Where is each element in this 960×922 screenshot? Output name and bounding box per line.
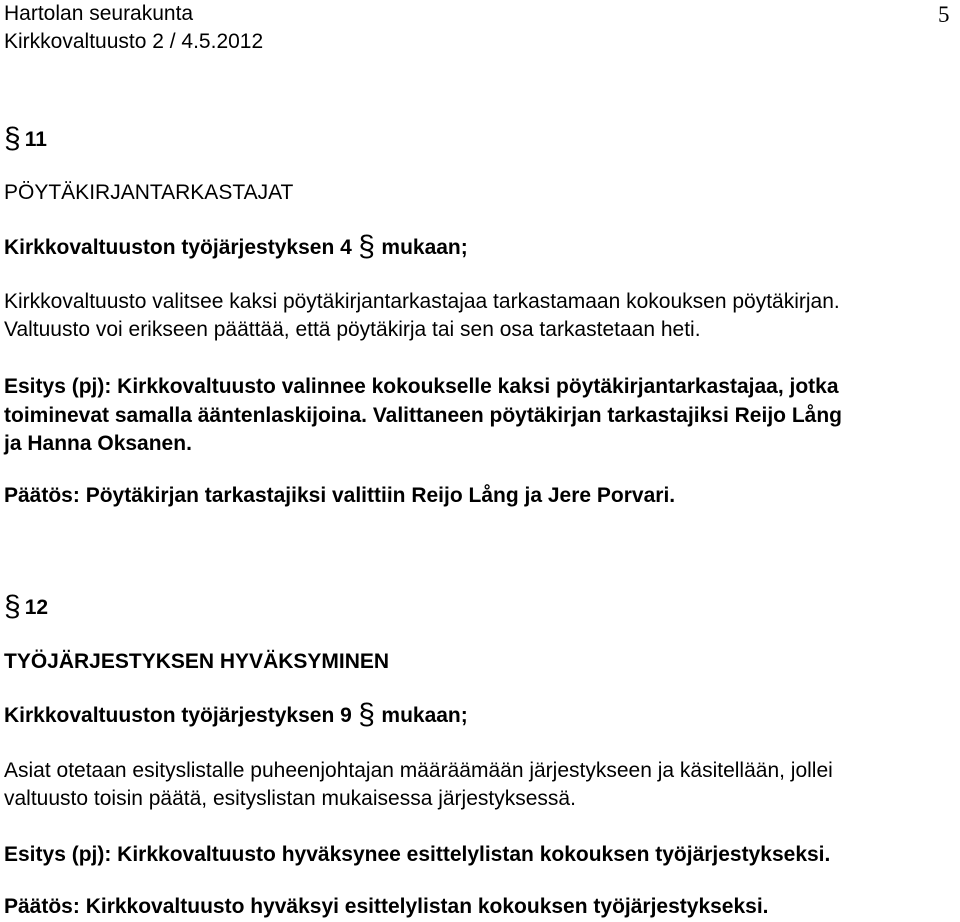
section-sign-12: § (4, 590, 21, 623)
meeting-reference: Kirkkovaltuusto 2 / 4.5.2012 (4, 30, 264, 53)
section-11-proposal-line-2: toiminevat samalla ääntenlaskijoina. Valittaneen pöytäkirjan tarkastajiksi Reijo Lång (4, 404, 842, 427)
rule-text-before: Kirkkovaltuuston työjärjestyksen 9 (4, 704, 352, 727)
section-12-heading (4, 592, 48, 622)
section-sign-11: § (4, 122, 21, 155)
section-12-title: TYÖJÄRJESTYKSEN HYVÄKSYMINEN (4, 650, 390, 673)
rule-section-sign: § (358, 230, 375, 263)
rule-section-sign: § (358, 698, 375, 731)
parish-name: Hartolan seurakunta (4, 2, 194, 25)
section-11-proposal-line-3: ja Hanna Oksanen. (4, 432, 192, 455)
rule-text-before: Kirkkovaltuuston työjärjestyksen 4 (4, 236, 352, 259)
section-12-rule-reference (4, 700, 468, 730)
section-11-proposal-line-1: Esitys (pj): Kirkkovaltuusto valinnee kokoukselle kaksi pöytäkirjantarkastajaa, jotka (4, 375, 839, 398)
section-11-body-line-2: Valtuusto voi erikseen päättää, että pöytäkirja tai sen osa tarkastetaan heti. (4, 318, 701, 341)
section-12-proposal: Esitys (pj): Kirkkovaltuusto hyväksynee esittelylistan kokouksen työjärjestykseksi. (4, 843, 831, 866)
section-12-body-line-2: valtuusto toisin päätä, esityslistan mukaisessa järjestyksessä. (4, 787, 576, 810)
section-11-decision: Päätös: Pöytäkirjan tarkastajiksi valittiin Reijo Lång ja Jere Porvari. (4, 484, 676, 507)
section-11-title: PÖYTÄKIRJANTARKASTAJAT (4, 181, 294, 204)
section-12-body-line-1: Asiat otetaan esityslistalle puheenjohtajan määräämään järjestykseen ja käsitellään, jollei (4, 759, 833, 782)
section-11-rule-reference (4, 232, 468, 262)
rule-text-after: mukaan; (381, 704, 468, 727)
section-12-number: 12 (24, 596, 49, 619)
section-12-decision: Päätös: Kirkkovaltuusto hyväksyi esittelylistan kokouksen työjärjestykseksi. (4, 895, 769, 918)
section-11-body-line-1: Kirkkovaltuusto valitsee kaksi pöytäkirjantarkastajaa tarkastamaan kokouksen pöytäkirjan. (4, 290, 840, 313)
page-number: 5 (938, 2, 950, 27)
section-11-heading (4, 124, 47, 154)
section-11-number: 11 (24, 128, 47, 151)
rule-text-after: mukaan; (381, 236, 468, 259)
